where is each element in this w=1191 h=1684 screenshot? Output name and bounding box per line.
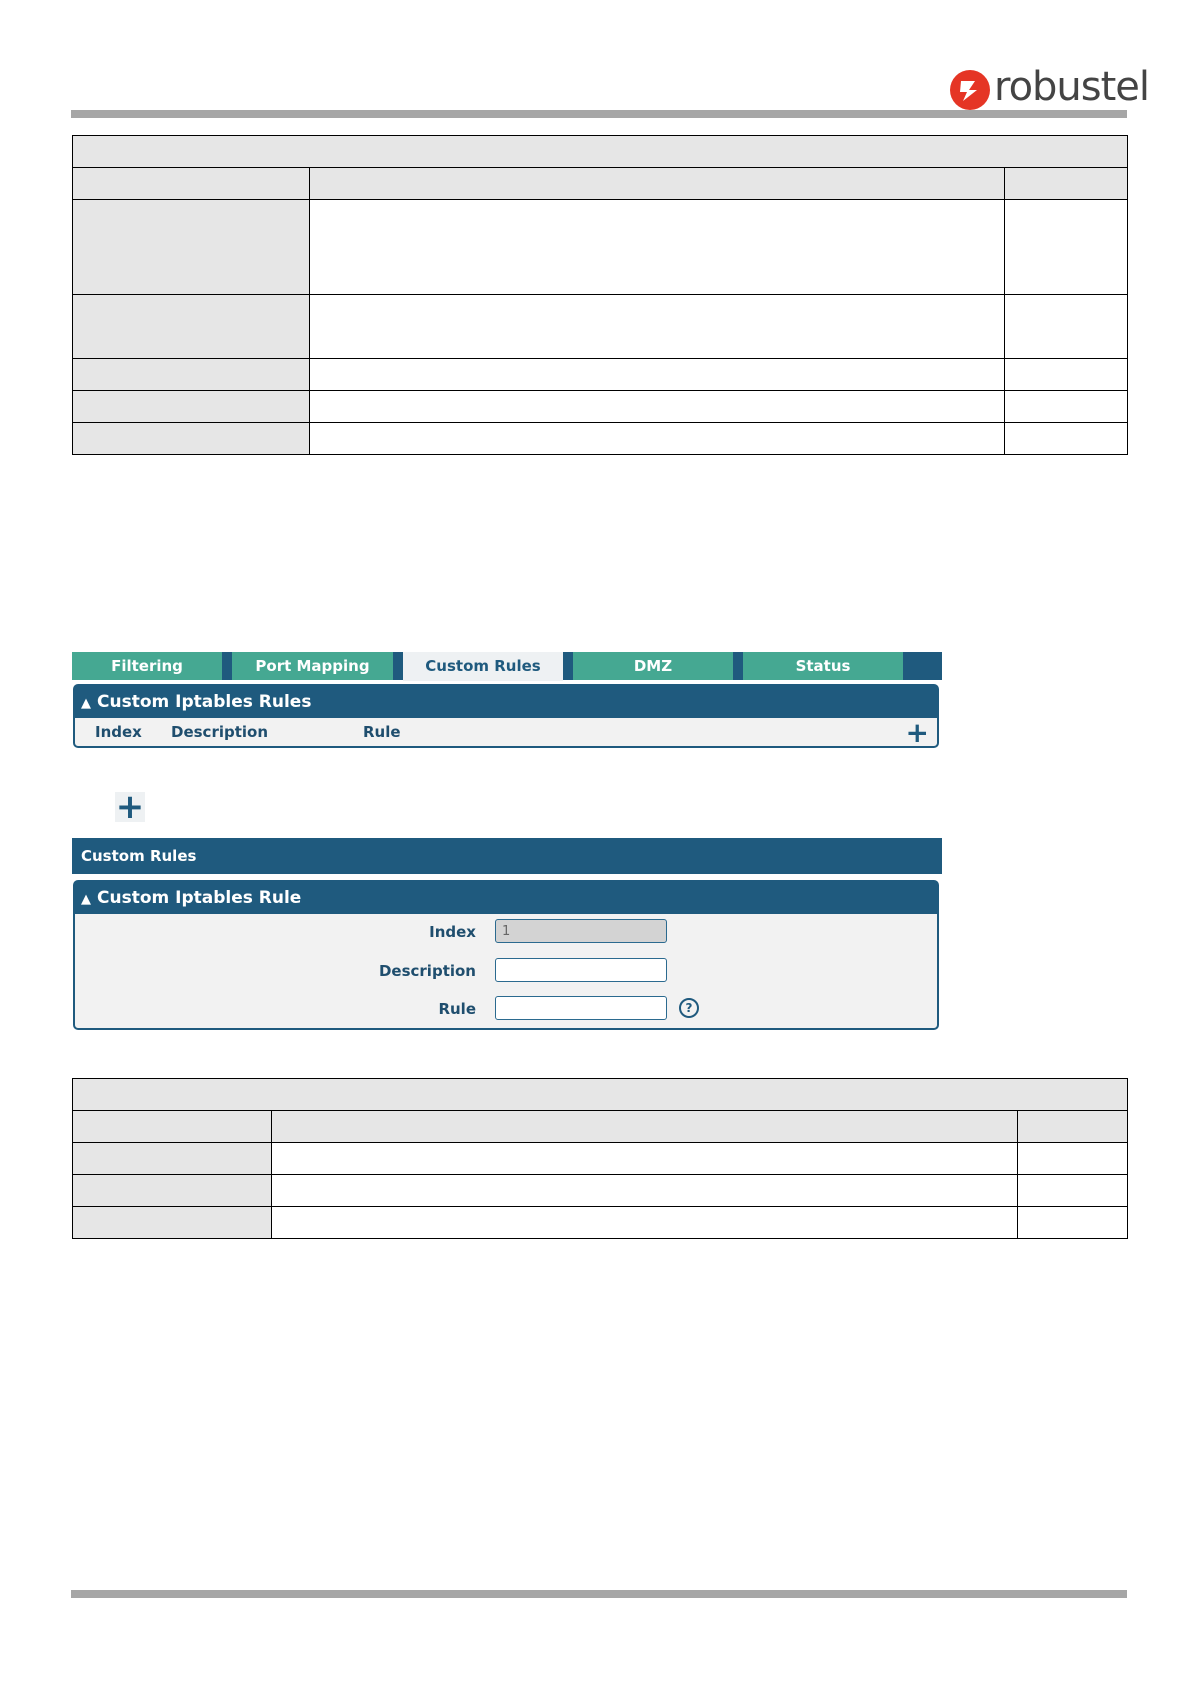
table-value-cell <box>310 200 1005 295</box>
table-value-cell <box>1018 1207 1128 1239</box>
plus-icon[interactable]: + <box>905 716 929 749</box>
footer-rule <box>71 1590 1127 1598</box>
tab-status[interactable]: Status <box>743 652 903 680</box>
table-key-cell <box>73 200 310 295</box>
table-value-cell <box>1005 295 1128 359</box>
plus-icon[interactable]: + <box>115 787 145 827</box>
table-title-cell <box>73 1079 1128 1111</box>
table-value-cell <box>310 359 1005 391</box>
rule-form-panel-title: Custom Iptables Rule <box>97 888 302 908</box>
table-key-cell <box>73 295 310 359</box>
robustel-logo-icon <box>950 70 990 110</box>
table-value-cell <box>1005 359 1128 391</box>
chevron-up-icon: ▲ <box>81 892 91 907</box>
index-input <box>495 919 667 943</box>
parameter-table-top <box>72 135 1128 455</box>
rule-form-panel-header[interactable] <box>75 882 937 914</box>
column-header-description: Description <box>171 723 269 741</box>
table-key-cell <box>73 1143 272 1175</box>
table-header-cell <box>73 168 310 200</box>
table-value-cell <box>272 1175 1018 1207</box>
description-label: Description <box>378 962 476 980</box>
table-value-cell <box>1005 391 1128 423</box>
column-header-rule: Rule <box>363 723 401 741</box>
table-value-cell <box>272 1143 1018 1175</box>
tab-dmz[interactable]: DMZ <box>573 652 733 680</box>
tab-port-mapping[interactable]: Port Mapping <box>232 652 393 680</box>
rules-list-panel <box>73 684 939 748</box>
table-key-cell <box>73 423 310 455</box>
help-icon[interactable]: ? <box>679 998 699 1018</box>
table-value-cell <box>1018 1175 1128 1207</box>
table-header-cell <box>1005 168 1128 200</box>
tab-filtering[interactable]: Filtering <box>72 652 222 680</box>
header-rule <box>71 110 1127 118</box>
table-value-cell <box>272 1207 1018 1239</box>
index-label: Index <box>429 923 476 941</box>
table-value-cell <box>1005 423 1128 455</box>
rules-list-panel-header[interactable] <box>75 686 937 718</box>
table-key-cell <box>73 1207 272 1239</box>
table-header-cell <box>73 1111 272 1143</box>
brand-wordmark: robustel <box>994 64 1150 110</box>
parameter-table-bottom <box>72 1078 1128 1239</box>
rule-input[interactable] <box>495 996 667 1020</box>
tab-custom-rules[interactable]: Custom Rules <box>403 652 563 681</box>
table-value-cell <box>310 423 1005 455</box>
table-header-cell <box>310 168 1005 200</box>
table-key-cell <box>73 391 310 423</box>
table-value-cell <box>1005 200 1128 295</box>
table-key-cell <box>73 1175 272 1207</box>
table-header-cell <box>1018 1111 1128 1143</box>
robustel-logo <box>950 64 1150 112</box>
chevron-up-icon: ▲ <box>81 696 91 711</box>
table-header-cell <box>272 1111 1018 1143</box>
table-value-cell <box>310 391 1005 423</box>
rule-form-panel <box>73 880 939 1030</box>
rules-list-panel-title: Custom Iptables Rules <box>97 692 312 712</box>
description-input[interactable] <box>495 958 667 982</box>
table-key-cell <box>73 359 310 391</box>
table-title-cell <box>73 136 1128 168</box>
section-title: Custom Rules <box>72 838 942 874</box>
rule-label: Rule <box>438 1000 476 1018</box>
column-header-index: Index <box>95 723 142 741</box>
tab-bar <box>72 652 942 680</box>
table-value-cell <box>310 295 1005 359</box>
table-value-cell <box>1018 1143 1128 1175</box>
